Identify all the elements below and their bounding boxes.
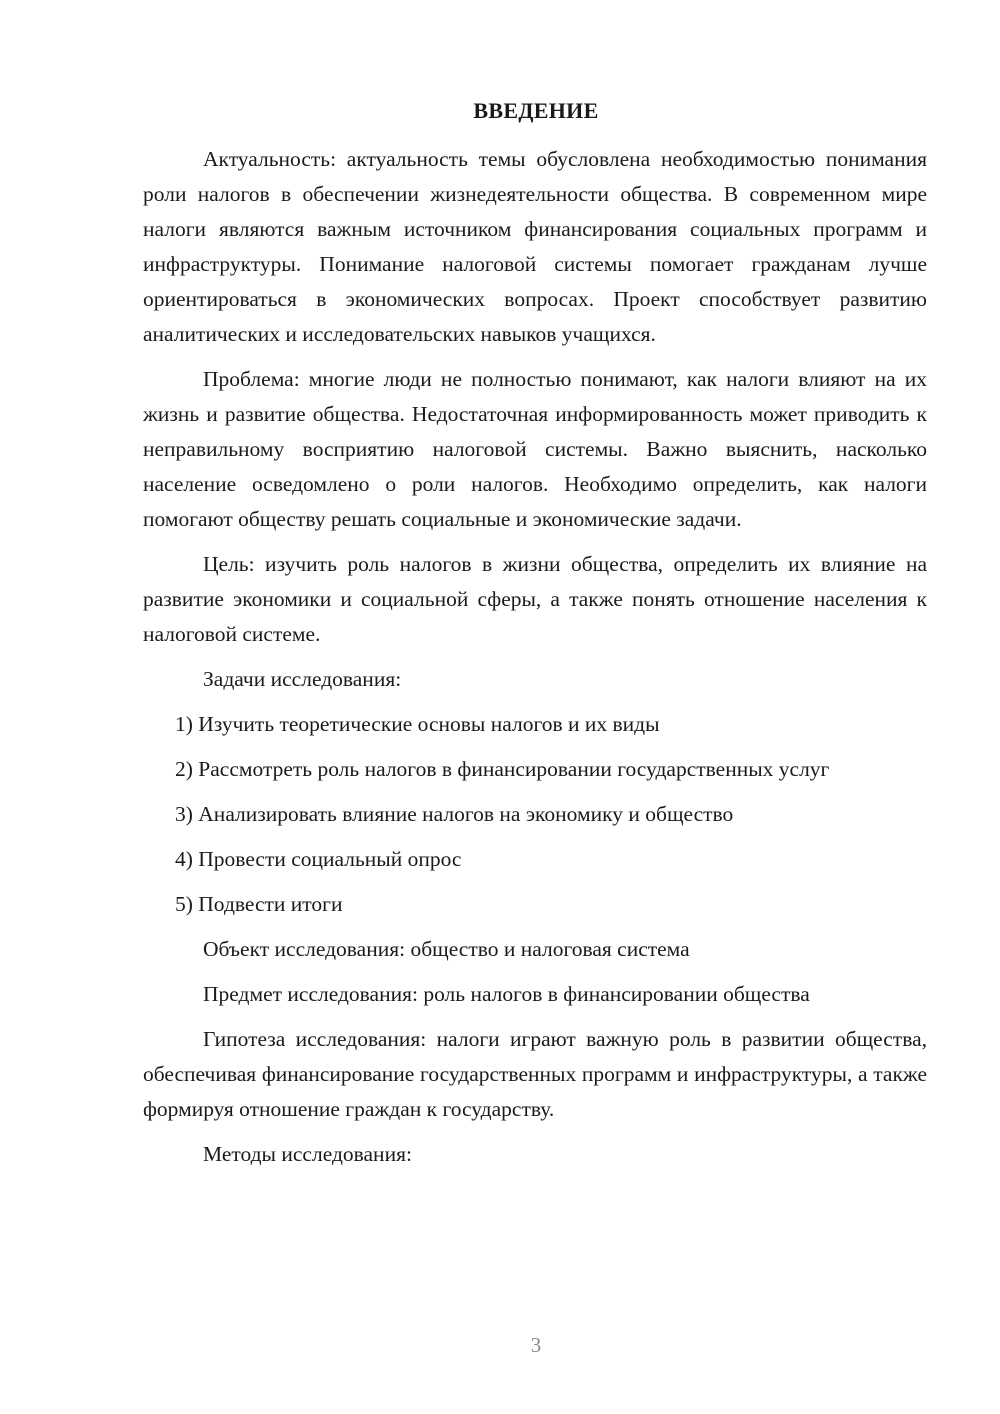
task-item-5: 5) Подвести итоги (175, 892, 343, 916)
paragraph-subject: Предмет исследования: роль налогов в финансировании общества (203, 982, 810, 1006)
task-item-1: 1) Изучить теоретические основы налогов и их виды (175, 712, 660, 736)
paragraph-goal: Цель: изучить роль налогов в жизни общества, определить их влияние на развитие экономики и социальной сферы, а также понять отношение населения к налоговой системе. (143, 552, 927, 646)
methods-heading: Методы исследования: (203, 1142, 412, 1166)
task-item-4: 4) Провести социальный опрос (175, 847, 462, 871)
task-item-3: 3) Анализировать влияние налогов на экономику и общество (175, 802, 734, 826)
document-body (143, 142, 927, 1182)
page-number: 3 (530, 1333, 542, 1357)
tasks-heading: Задачи исследования: (203, 667, 402, 691)
task-item-2: 2) Рассмотреть роль налогов в финансировании государственных услуг (175, 757, 830, 781)
paragraph-object: Объект исследования: общество и налоговая система (203, 937, 690, 961)
paragraph-hypothesis: Гипотеза исследования: налоги играют важную роль в развитии общества, обеспечивая финансирование государственных программ и инфраструктуры, а также формируя отношение граждан к государству. (143, 1027, 927, 1121)
section-title: ВВЕДЕНИЕ (473, 98, 599, 123)
paragraph-problem: Проблема: многие люди не полностью понимают, как налоги влияют на их жизнь и развитие общества. Недостаточная информированность может приводить к неправильному восприятию налоговой системы. Важно выяснить, насколько население осведомлено о роли налогов. Необходимо определить, как налоги помогают обществу решать социальные и экономические задачи. (143, 367, 927, 531)
paragraph-relevance: Актуальность: актуальность темы обусловлена необходимостью понимания роли налогов в обеспечении жизнедеятельности общества. В современном мире налоги являются важным источником финансирования социальных программ и инфраструктуры. Понимание налоговой системы помогает гражданам лучше ориентироваться в экономических вопросах. Проект способствует развитию аналитических и исследовательских навыков учащихся. (143, 147, 927, 346)
